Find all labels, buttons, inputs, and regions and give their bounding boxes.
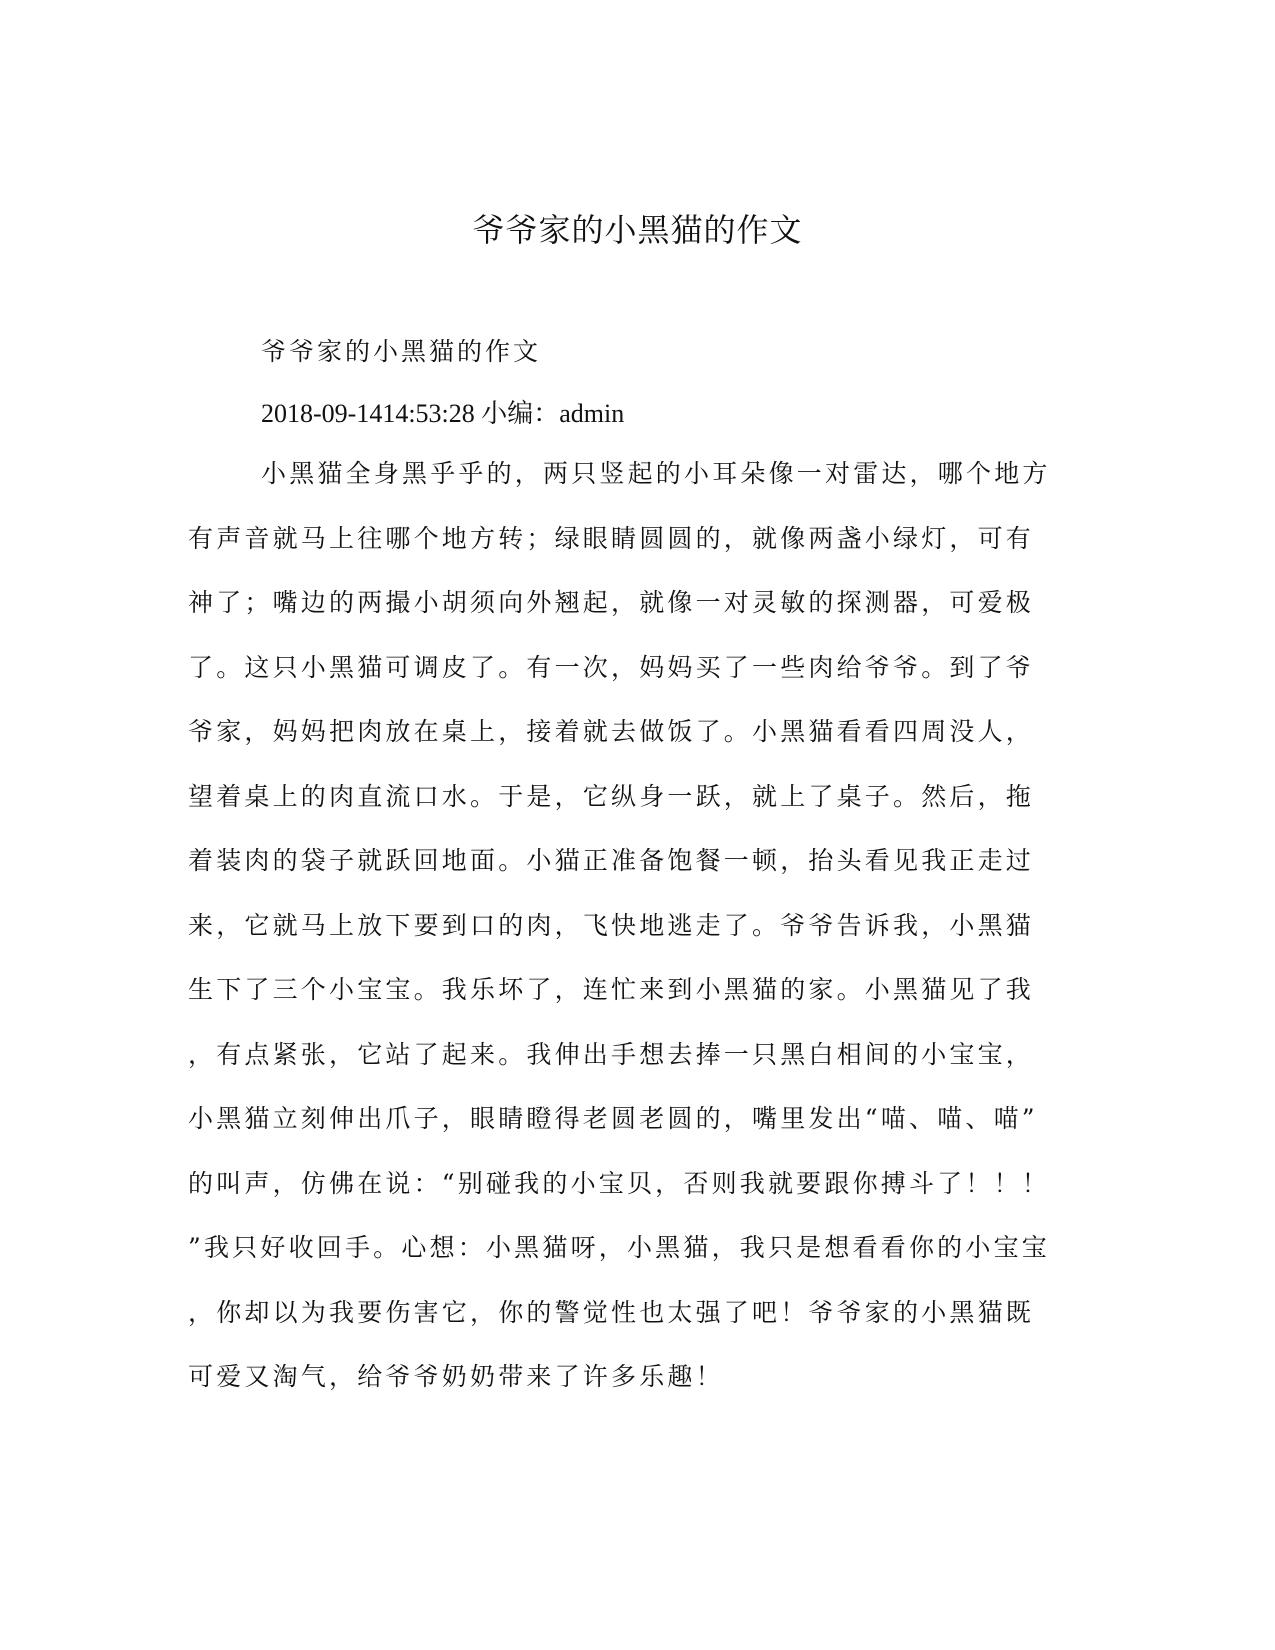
- body-line: ，有点紧张，它站了起来。我伸出手想去捧一只黑白相间的小宝宝，: [188, 1039, 1035, 1069]
- body-line: 的叫声，仿佛在说：“别碰我的小宝贝，否则我就要跟你搏斗了！！！: [188, 1168, 1050, 1198]
- body-line: 可爱又淘气，给爷爷奶奶带来了许多乐趣！: [188, 1362, 724, 1391]
- document-title: 爷爷家的小黑猫的作文: [472, 211, 803, 249]
- document-meta: 2018-09-1414:53:28 小编：admin: [261, 399, 625, 428]
- body-line: 神了；嘴边的两撮小胡须向外翘起，就像一对灵敏的探测器，可爱极: [188, 588, 1035, 617]
- body-line: 了。这只小黑猫可调皮了。有一次，妈妈买了一些肉给爷爷。到了爷: [188, 652, 1035, 682]
- body-line: 小黑猫全身黑乎乎的，两只竖起的小耳朵像一对雷达，哪个地方: [261, 459, 1051, 488]
- body-line: ”我只好收回手。心想：小黑猫呀，小黑猫，我只是想看看你的小宝宝: [188, 1233, 1050, 1262]
- body-line: 望着桌上的肉直流口水。于是，它纵身一跃，就上了桌子。然后，拖: [188, 781, 1035, 811]
- body-line: 爷家，妈妈把肉放在桌上，接着就去做饭了。小黑猫看看四周没人，: [188, 717, 1035, 746]
- body-line: ，你却以为我要伤害它，你的警觉性也太强了吧！爷爷家的小黑猫既: [188, 1297, 1035, 1327]
- body-line: 来，它就马上放下要到口的肉，飞快地逃走了。爷爷告诉我，小黑猫: [188, 910, 1035, 940]
- body-line: 有声音就马上往哪个地方转；绿眼睛圆圆的，就像两盏小绿灯，可有: [188, 523, 1035, 553]
- body-line: 生下了三个小宝宝。我乐坏了，连忙来到小黑猫的家。小黑猫见了我: [188, 975, 1035, 1004]
- body-line: 着装肉的袋子就跃回地面。小猫正准备饱餐一顿，抬头看见我正走过: [188, 846, 1035, 875]
- body-line: 小黑猫立刻伸出爪子，眼睛瞪得老圆老圆的，嘴里发出“喵、喵、喵”: [188, 1104, 1038, 1133]
- document-body: [188, 452, 1068, 1420]
- document-subtitle: 爷爷家的小黑猫的作文: [261, 337, 542, 366]
